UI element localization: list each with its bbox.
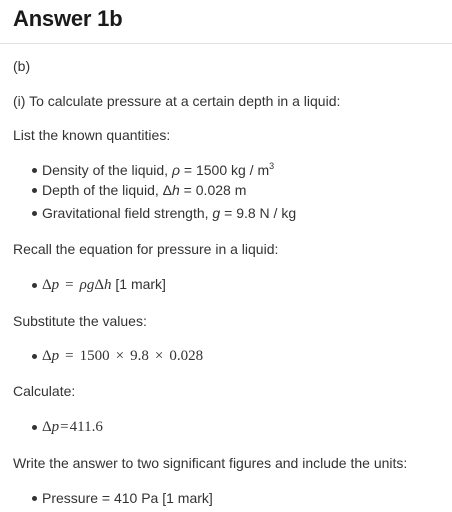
part-label: (b): [13, 58, 31, 74]
density-equals: =: [180, 162, 196, 178]
depth-equals: =: [179, 182, 196, 198]
bullet-dot: [32, 283, 37, 288]
recall-heading: Recall the equation for pressure in a liquid:: [13, 241, 279, 257]
depth-value: 0.028 m: [195, 182, 247, 198]
bullet-dot: [32, 188, 37, 193]
substitute-heading: Substitute the values:: [13, 313, 147, 329]
gravity-label: Gravitational field strength,: [42, 205, 213, 221]
known-density-item: [42, 161, 274, 179]
calculation-item: [42, 417, 103, 436]
pressure-equation: Δp = ρgΔh: [42, 277, 112, 293]
bullet-dot: [32, 211, 37, 216]
bullet-dot: [32, 168, 37, 173]
density-symbol: ρ: [171, 162, 180, 178]
bullet-dot: [32, 354, 37, 359]
equation-item: [42, 275, 166, 294]
title-divider: [0, 43, 452, 44]
equation-mark: [1 mark]: [115, 276, 166, 292]
density-label: Density of the liquid,: [42, 162, 172, 178]
depth-symbol: h: [172, 182, 180, 198]
gravity-symbol: g: [212, 205, 221, 221]
final-answer: Pressure = 410 Pa [1 mark]: [42, 490, 213, 506]
known-heading: List the known quantities:: [13, 127, 171, 143]
calculate-heading: Calculate:: [13, 383, 76, 399]
page-title: Answer 1b: [13, 6, 123, 31]
density-value: 1500 kg / m: [195, 162, 270, 178]
density-exponent: 3: [269, 161, 275, 171]
intro-text: (i) To calculate pressure at a certain depth in a liquid:: [13, 93, 341, 109]
calculation-result: Δp=411.6: [42, 419, 103, 435]
gravity-equals: =: [220, 205, 237, 221]
substitution-equation: Δp = 1500 × 9.8 × 0.028: [42, 348, 204, 364]
bullet-dot: [32, 425, 37, 430]
known-depth-item: [42, 181, 246, 199]
known-gravity-item: [42, 204, 296, 222]
final-heading: Write the answer to two significant figures and include the units:: [13, 455, 408, 471]
depth-delta: Δ: [162, 182, 172, 198]
gravity-value: 9.8 N / kg: [236, 205, 297, 221]
depth-label: Depth of the liquid,: [42, 182, 163, 198]
substitution-item: [42, 346, 203, 365]
bullet-dot: [32, 496, 37, 501]
